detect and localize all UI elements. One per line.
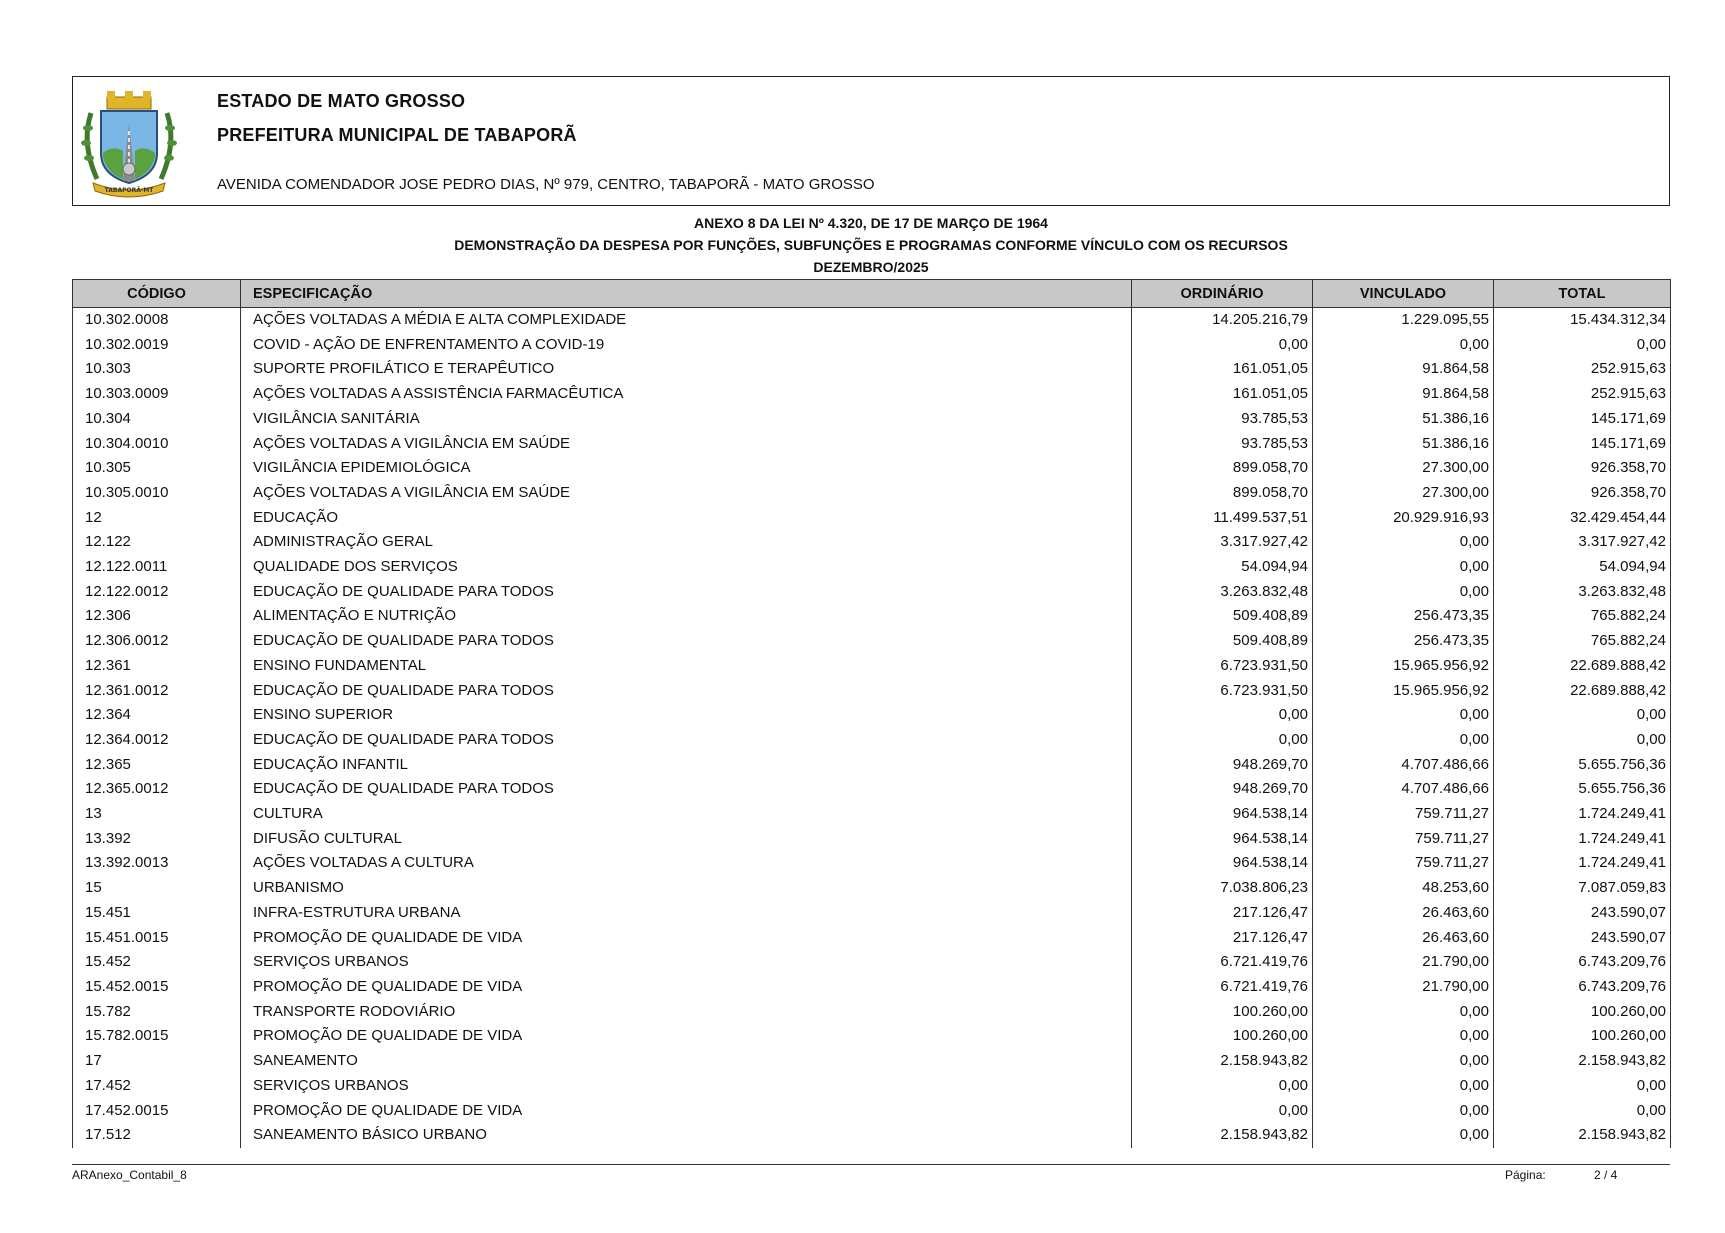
table-row <box>73 382 1671 407</box>
header-ordinario: ORDINÁRIO <box>1132 280 1313 308</box>
expense-table <box>72 279 1671 1148</box>
cell-especificacao: EDUCAÇÃO DE QUALIDADE PARA TODOS <box>241 679 1132 704</box>
cell-total: 252.915,63 <box>1494 357 1671 382</box>
cell-ordinario: 217.126,47 <box>1132 901 1313 926</box>
cell-total: 6.743.209,76 <box>1494 950 1671 975</box>
cell-codigo: 17.452 <box>73 1074 241 1099</box>
cell-ordinario: 100.260,00 <box>1132 1024 1313 1049</box>
cell-vinculado: 759.711,27 <box>1313 827 1494 852</box>
cell-total: 145.171,69 <box>1494 407 1671 432</box>
svg-text:TABAPORÃ-MT: TABAPORÃ-MT <box>104 187 154 194</box>
cell-ordinario: 161.051,05 <box>1132 357 1313 382</box>
cell-ordinario: 93.785,53 <box>1132 432 1313 457</box>
footer-page-number: 2 / 4 <box>1594 1168 1618 1182</box>
table-row <box>73 679 1671 704</box>
municipal-coat-of-arms-logo <box>79 83 179 199</box>
org-city-name: PREFEITURA MUNICIPAL DE TABAPORÃ <box>217 125 577 145</box>
table-row <box>73 950 1671 975</box>
cell-vinculado: 26.463,60 <box>1313 901 1494 926</box>
cell-especificacao: DIFUSÃO CULTURAL <box>241 827 1132 852</box>
cell-vinculado: 48.253,60 <box>1313 876 1494 901</box>
cell-vinculado: 256.473,35 <box>1313 629 1494 654</box>
cell-especificacao: SERVIÇOS URBANOS <box>241 1074 1132 1099</box>
cell-total: 243.590,07 <box>1494 901 1671 926</box>
cell-codigo: 12.364 <box>73 703 241 728</box>
cell-ordinario: 2.158.943,82 <box>1132 1123 1313 1148</box>
cell-ordinario: 6.723.931,50 <box>1132 654 1313 679</box>
table-row <box>73 456 1671 481</box>
cell-codigo: 15.782 <box>73 1000 241 1025</box>
cell-codigo: 17.452.0015 <box>73 1099 241 1124</box>
cell-codigo: 15.451 <box>73 901 241 926</box>
cell-ordinario: 0,00 <box>1132 728 1313 753</box>
cell-total: 0,00 <box>1494 1074 1671 1099</box>
footer-page-label: Página: <box>1505 1168 1546 1182</box>
cell-ordinario: 6.721.419,76 <box>1132 975 1313 1000</box>
table-row <box>73 901 1671 926</box>
cell-especificacao: PROMOÇÃO DE QUALIDADE DE VIDA <box>241 1099 1132 1124</box>
cell-especificacao: EDUCAÇÃO DE QUALIDADE PARA TODOS <box>241 728 1132 753</box>
table-row <box>73 530 1671 555</box>
cell-especificacao: INFRA-ESTRUTURA URBANA <box>241 901 1132 926</box>
cell-codigo: 10.305.0010 <box>73 481 241 506</box>
cell-ordinario: 3.263.832,48 <box>1132 580 1313 605</box>
cell-especificacao: AÇÕES VOLTADAS A CULTURA <box>241 851 1132 876</box>
cell-codigo: 10.304 <box>73 407 241 432</box>
cell-codigo: 12.306 <box>73 604 241 629</box>
table-body <box>73 308 1671 1148</box>
cell-ordinario: 948.269,70 <box>1132 777 1313 802</box>
report-title-period: DEZEMBRO/2025 <box>813 259 929 275</box>
cell-ordinario: 100.260,00 <box>1132 1000 1313 1025</box>
org-address: AVENIDA COMENDADOR JOSE PEDRO DIAS, Nº 979, CENTRO, TABAPORÃ - MATO GROSSO <box>217 176 875 193</box>
report-title-description: DEMONSTRAÇÃO DA DESPESA POR FUNÇÕES, SUBFUNÇÕES E PROGRAMAS CONFORME VÍNCULO COM OS RECURSOS <box>454 237 1288 253</box>
cell-vinculado: 0,00 <box>1313 580 1494 605</box>
cell-total: 1.724.249,41 <box>1494 851 1671 876</box>
cell-vinculado: 0,00 <box>1313 333 1494 358</box>
header-codigo: CÓDIGO <box>73 280 241 308</box>
cell-vinculado: 0,00 <box>1313 703 1494 728</box>
cell-especificacao: QUALIDADE DOS SERVIÇOS <box>241 555 1132 580</box>
cell-ordinario: 2.158.943,82 <box>1132 1049 1313 1074</box>
footer-divider <box>72 1164 1670 1165</box>
cell-total: 0,00 <box>1494 703 1671 728</box>
cell-especificacao: EDUCAÇÃO <box>241 506 1132 531</box>
cell-ordinario: 0,00 <box>1132 703 1313 728</box>
org-state-name: ESTADO DE MATO GROSSO <box>217 91 466 111</box>
cell-total: 2.158.943,82 <box>1494 1123 1671 1148</box>
table-row <box>73 777 1671 802</box>
report-title-law: ANEXO 8 DA LEI Nº 4.320, DE 17 DE MARÇO DE 1964 <box>694 215 1048 231</box>
cell-codigo: 12.122 <box>73 530 241 555</box>
report-titles <box>72 212 1670 278</box>
table-row <box>73 357 1671 382</box>
cell-vinculado: 4.707.486,66 <box>1313 753 1494 778</box>
cell-vinculado: 759.711,27 <box>1313 851 1494 876</box>
cell-ordinario: 964.538,14 <box>1132 827 1313 852</box>
cell-especificacao: ALIMENTAÇÃO E NUTRIÇÃO <box>241 604 1132 629</box>
cell-ordinario: 509.408,89 <box>1132 629 1313 654</box>
table-row <box>73 506 1671 531</box>
cell-vinculado: 4.707.486,66 <box>1313 777 1494 802</box>
cell-total: 6.743.209,76 <box>1494 975 1671 1000</box>
cell-ordinario: 14.205.216,79 <box>1132 308 1313 333</box>
cell-codigo: 13.392.0013 <box>73 851 241 876</box>
cell-codigo: 12.361 <box>73 654 241 679</box>
cell-total: 1.724.249,41 <box>1494 802 1671 827</box>
cell-vinculado: 51.386,16 <box>1313 432 1494 457</box>
cell-codigo: 15 <box>73 876 241 901</box>
table-row <box>73 1074 1671 1099</box>
cell-codigo: 12.365.0012 <box>73 777 241 802</box>
cell-total: 3.317.927,42 <box>1494 530 1671 555</box>
cell-total: 5.655.756,36 <box>1494 753 1671 778</box>
cell-ordinario: 964.538,14 <box>1132 802 1313 827</box>
cell-total: 0,00 <box>1494 1099 1671 1124</box>
cell-ordinario: 6.721.419,76 <box>1132 950 1313 975</box>
cell-vinculado: 0,00 <box>1313 530 1494 555</box>
header-especificacao: ESPECIFICAÇÃO <box>241 280 1132 308</box>
cell-total: 5.655.756,36 <box>1494 777 1671 802</box>
table-row <box>73 604 1671 629</box>
table-row <box>73 1099 1671 1124</box>
cell-vinculado: 91.864,58 <box>1313 382 1494 407</box>
cell-especificacao: EDUCAÇÃO DE QUALIDADE PARA TODOS <box>241 777 1132 802</box>
cell-total: 3.263.832,48 <box>1494 580 1671 605</box>
header-total: TOTAL <box>1494 280 1671 308</box>
cell-vinculado: 0,00 <box>1313 728 1494 753</box>
cell-vinculado: 0,00 <box>1313 1099 1494 1124</box>
cell-total: 100.260,00 <box>1494 1000 1671 1025</box>
cell-total: 22.689.888,42 <box>1494 654 1671 679</box>
cell-especificacao: PROMOÇÃO DE QUALIDADE DE VIDA <box>241 926 1132 951</box>
cell-especificacao: EDUCAÇÃO DE QUALIDADE PARA TODOS <box>241 580 1132 605</box>
table-row <box>73 1024 1671 1049</box>
cell-total: 252.915,63 <box>1494 382 1671 407</box>
cell-especificacao: AÇÕES VOLTADAS A MÉDIA E ALTA COMPLEXIDADE <box>241 308 1132 333</box>
cell-total: 243.590,07 <box>1494 926 1671 951</box>
cell-vinculado: 0,00 <box>1313 1123 1494 1148</box>
cell-especificacao: AÇÕES VOLTADAS A VIGILÂNCIA EM SAÚDE <box>241 481 1132 506</box>
cell-vinculado: 26.463,60 <box>1313 926 1494 951</box>
cell-vinculado: 15.965.956,92 <box>1313 654 1494 679</box>
cell-codigo: 10.304.0010 <box>73 432 241 457</box>
cell-vinculado: 91.864,58 <box>1313 357 1494 382</box>
cell-total: 54.094,94 <box>1494 555 1671 580</box>
cell-codigo: 10.303.0009 <box>73 382 241 407</box>
cell-vinculado: 21.790,00 <box>1313 950 1494 975</box>
cell-codigo: 17.512 <box>73 1123 241 1148</box>
cell-ordinario: 948.269,70 <box>1132 753 1313 778</box>
cell-especificacao: VIGILÂNCIA SANITÁRIA <box>241 407 1132 432</box>
cell-total: 926.358,70 <box>1494 456 1671 481</box>
cell-vinculado: 0,00 <box>1313 1049 1494 1074</box>
cell-vinculado: 15.965.956,92 <box>1313 679 1494 704</box>
cell-especificacao: SERVIÇOS URBANOS <box>241 950 1132 975</box>
table-row <box>73 1049 1671 1074</box>
cell-especificacao: COVID - AÇÃO DE ENFRENTAMENTO A COVID-19 <box>241 333 1132 358</box>
cell-codigo: 12.365 <box>73 753 241 778</box>
cell-vinculado: 51.386,16 <box>1313 407 1494 432</box>
cell-especificacao: SANEAMENTO BÁSICO URBANO <box>241 1123 1132 1148</box>
cell-codigo: 10.303 <box>73 357 241 382</box>
cell-codigo: 12.364.0012 <box>73 728 241 753</box>
cell-codigo: 10.305 <box>73 456 241 481</box>
cell-total: 22.689.888,42 <box>1494 679 1671 704</box>
cell-vinculado: 0,00 <box>1313 555 1494 580</box>
cell-codigo: 12 <box>73 506 241 531</box>
table-row <box>73 876 1671 901</box>
cell-ordinario: 3.317.927,42 <box>1132 530 1313 555</box>
cell-codigo: 12.361.0012 <box>73 679 241 704</box>
table-row <box>73 728 1671 753</box>
table-row <box>73 333 1671 358</box>
cell-especificacao: TRANSPORTE RODOVIÁRIO <box>241 1000 1132 1025</box>
cell-total: 1.724.249,41 <box>1494 827 1671 852</box>
cell-especificacao: PROMOÇÃO DE QUALIDADE DE VIDA <box>241 1024 1132 1049</box>
cell-total: 0,00 <box>1494 333 1671 358</box>
cell-total: 765.882,24 <box>1494 604 1671 629</box>
cell-vinculado: 0,00 <box>1313 1024 1494 1049</box>
table-row <box>73 308 1671 333</box>
cell-codigo: 12.122.0012 <box>73 580 241 605</box>
table-row <box>73 1123 1671 1148</box>
cell-codigo: 15.451.0015 <box>73 926 241 951</box>
header-vinculado: VINCULADO <box>1313 280 1494 308</box>
cell-total: 32.429.454,44 <box>1494 506 1671 531</box>
cell-vinculado: 20.929.916,93 <box>1313 506 1494 531</box>
cell-especificacao: EDUCAÇÃO INFANTIL <box>241 753 1132 778</box>
cell-vinculado: 759.711,27 <box>1313 802 1494 827</box>
cell-especificacao: CULTURA <box>241 802 1132 827</box>
cell-total: 7.087.059,83 <box>1494 876 1671 901</box>
cell-codigo: 10.302.0008 <box>73 308 241 333</box>
cell-codigo: 15.452.0015 <box>73 975 241 1000</box>
table-row <box>73 629 1671 654</box>
table-row <box>73 827 1671 852</box>
cell-total: 145.171,69 <box>1494 432 1671 457</box>
cell-ordinario: 217.126,47 <box>1132 926 1313 951</box>
cell-ordinario: 7.038.806,23 <box>1132 876 1313 901</box>
cell-total: 15.434.312,34 <box>1494 308 1671 333</box>
cell-especificacao: ENSINO SUPERIOR <box>241 703 1132 728</box>
cell-especificacao: SANEAMENTO <box>241 1049 1132 1074</box>
table-row <box>73 1000 1671 1025</box>
cell-vinculado: 27.300,00 <box>1313 456 1494 481</box>
table-row <box>73 432 1671 457</box>
cell-vinculado: 27.300,00 <box>1313 481 1494 506</box>
cell-especificacao: SUPORTE PROFILÁTICO E TERAPÊUTICO <box>241 357 1132 382</box>
table-row <box>73 802 1671 827</box>
cell-codigo: 15.452 <box>73 950 241 975</box>
cell-total: 0,00 <box>1494 728 1671 753</box>
cell-especificacao: PROMOÇÃO DE QUALIDADE DE VIDA <box>241 975 1132 1000</box>
cell-vinculado: 21.790,00 <box>1313 975 1494 1000</box>
cell-vinculado: 0,00 <box>1313 1074 1494 1099</box>
header-box <box>72 76 1670 206</box>
cell-ordinario: 0,00 <box>1132 333 1313 358</box>
cell-codigo: 12.122.0011 <box>73 555 241 580</box>
cell-ordinario: 0,00 <box>1132 1074 1313 1099</box>
table-row <box>73 753 1671 778</box>
table-row <box>73 580 1671 605</box>
cell-codigo: 12.306.0012 <box>73 629 241 654</box>
cell-especificacao: ENSINO FUNDAMENTAL <box>241 654 1132 679</box>
table-row <box>73 481 1671 506</box>
cell-codigo: 10.302.0019 <box>73 333 241 358</box>
cell-total: 765.882,24 <box>1494 629 1671 654</box>
cell-especificacao: URBANISMO <box>241 876 1132 901</box>
cell-total: 926.358,70 <box>1494 481 1671 506</box>
cell-ordinario: 0,00 <box>1132 1099 1313 1124</box>
table-row <box>73 975 1671 1000</box>
cell-especificacao: VIGILÂNCIA EPIDEMIOLÓGICA <box>241 456 1132 481</box>
cell-codigo: 15.782.0015 <box>73 1024 241 1049</box>
cell-ordinario: 11.499.537,51 <box>1132 506 1313 531</box>
cell-ordinario: 899.058,70 <box>1132 481 1313 506</box>
table-row <box>73 407 1671 432</box>
cell-especificacao: AÇÕES VOLTADAS A ASSISTÊNCIA FARMACÊUTICA <box>241 382 1132 407</box>
cell-ordinario: 54.094,94 <box>1132 555 1313 580</box>
table-row <box>73 851 1671 876</box>
table-row <box>73 926 1671 951</box>
footer-report-name: ARAnexo_Contabil_8 <box>72 1168 187 1182</box>
cell-ordinario: 6.723.931,50 <box>1132 679 1313 704</box>
cell-total: 100.260,00 <box>1494 1024 1671 1049</box>
cell-codigo: 17 <box>73 1049 241 1074</box>
table-row <box>73 654 1671 679</box>
cell-total: 2.158.943,82 <box>1494 1049 1671 1074</box>
cell-vinculado: 1.229.095,55 <box>1313 308 1494 333</box>
table-row <box>73 703 1671 728</box>
cell-vinculado: 0,00 <box>1313 1000 1494 1025</box>
table-header-row <box>73 280 1671 308</box>
cell-especificacao: ADMINISTRAÇÃO GERAL <box>241 530 1132 555</box>
cell-ordinario: 93.785,53 <box>1132 407 1313 432</box>
cell-vinculado: 256.473,35 <box>1313 604 1494 629</box>
cell-especificacao: EDUCAÇÃO DE QUALIDADE PARA TODOS <box>241 629 1132 654</box>
cell-ordinario: 509.408,89 <box>1132 604 1313 629</box>
cell-especificacao: AÇÕES VOLTADAS A VIGILÂNCIA EM SAÚDE <box>241 432 1132 457</box>
cell-ordinario: 964.538,14 <box>1132 851 1313 876</box>
cell-ordinario: 161.051,05 <box>1132 382 1313 407</box>
table-row <box>73 555 1671 580</box>
cell-codigo: 13.392 <box>73 827 241 852</box>
cell-codigo: 13 <box>73 802 241 827</box>
cell-ordinario: 899.058,70 <box>1132 456 1313 481</box>
